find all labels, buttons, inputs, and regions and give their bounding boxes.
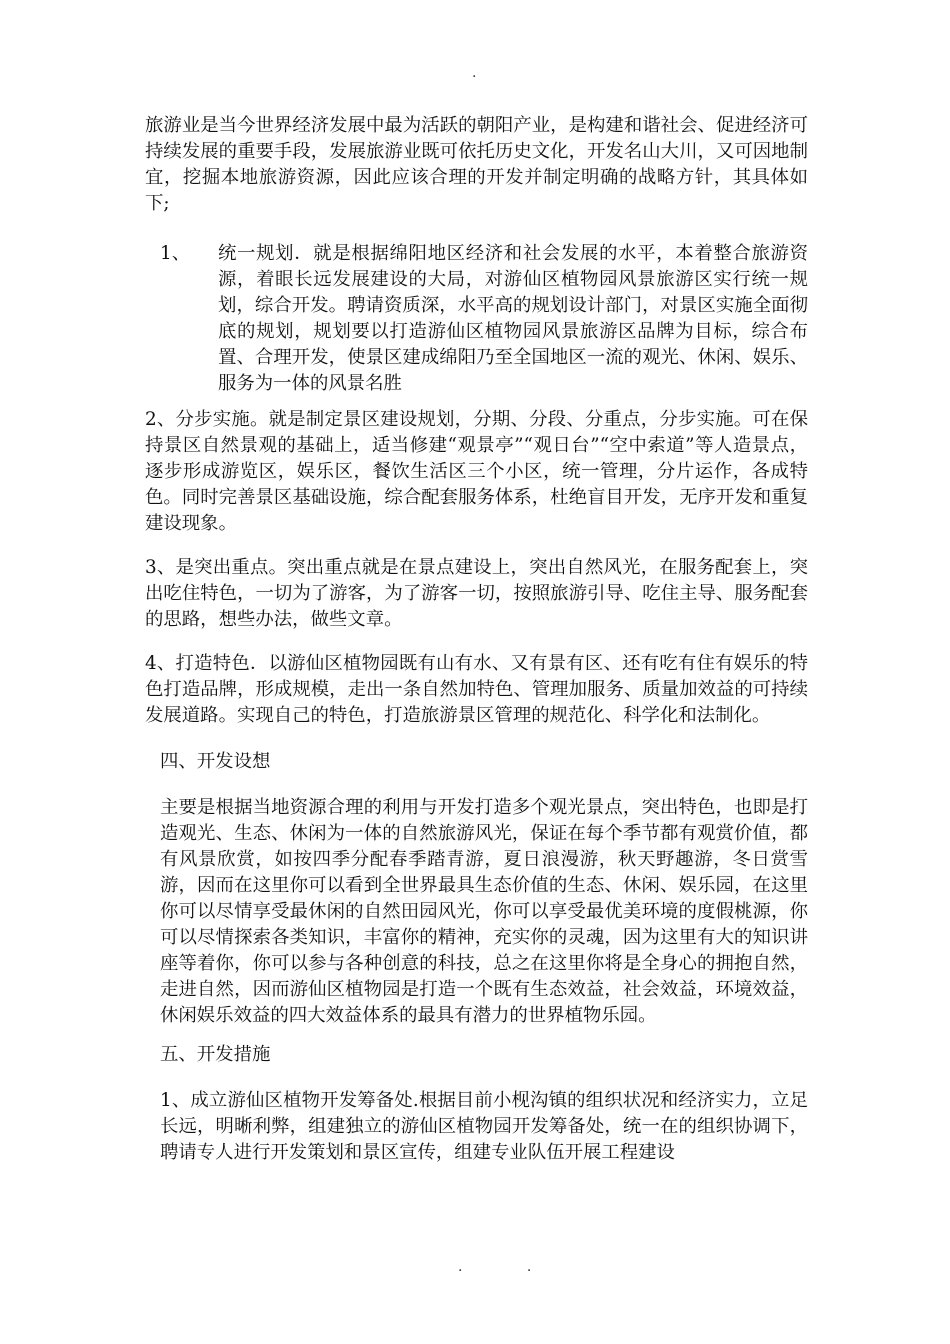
item-1-number: 1、: [160, 243, 191, 264]
measure-1-paragraph: 1、成立游仙区植物开发筹备处.根据目前小枧沟镇的组织状况和经济实力，立足长远，明晰利弊，组建独立的游仙区植物园开发筹备处，统一在的组织协调下，聘请专人进行开发策划和景区宣传，组建专业队伍开展工程建设: [160, 1090, 808, 1163]
intro-paragraph: 旅游业是当今世界经济发展中最为活跃的朝阳产业，是构建和谐社会、促进经济可持续发展的重要手段，发展旅游业既可依托历史文化，开发名山大川，又可因地制宜，挖掘本地旅游资源，因此应该合理的开发并制定明确的战略方针，其具体如下;: [145, 115, 808, 214]
footer-mark: . .: [458, 1259, 562, 1275]
item-2-paragraph: 2、分步实施。就是制定景区建设规划，分期、分段、分重点，分步实施。可在保持景区自然景观的基础上，适当修建“观景亭”“观日台”“空中索道”等人造景点，逐步形成游览区，娱乐区，餐饮生活区三个小区，统一管理，分片运作，各成特色。同时完善景区基础设施，综合配套服务体系，杜绝盲目开发，无序开发和重复建设现象。: [145, 409, 808, 534]
section-heading-development-measures: 五、开发措施: [160, 1044, 271, 1065]
development-paragraph: 主要是根据当地资源合理的利用与开发打造多个观光景点，突出特色，也即是打造观光、生态、休闲为一体的自然旅游风光，保证在每个季节都有观赏价值，都有风景欣赏，如按四季分配春季踏青游，夏日浪漫游，秋天野趣游，冬日赏雪游，因而在这里你可以看到全世界最具生态价值的生态、休闲、娱乐园，在这里你可以尽情享受最休闲的自然田园风光，你可以享受最优美环境的度假桃源，你可以尽情探索各类知识，丰富你的精神，充实你的灵魂，因为这里有大的知识讲座等着你，你可以参与各种创意的科技，总之在这里你将是全身心的拥抱自然，走进自然，因而游仙区植物园是打造一个既有生态效益，社会效益，环境效益，休闲娱乐效益的四大效益体系的最具有潜力的世界植物乐园。: [160, 797, 808, 1026]
section-heading-development-plan: 四、开发设想: [160, 751, 271, 772]
item-3-paragraph: 3、是突出重点。突出重点就是在景点建设上，突出自然风光，在服务配套上，突出吃住特色，一切为了游客，为了游客一切，按照旅游引导、吃住主导、服务配套的思路，想些办法，做些文章。: [145, 557, 808, 630]
item-4-paragraph: 4、打造特色．以游仙区植物园既有山有水、又有景有区、还有吃有住有娱乐的特色打造品牌，形成规模，走出一条自然加特色、管理加服务、质量加效益的可持续发展道路。实现自己的特色，打造旅游景区管理的规范化、科学化和法制化。: [145, 653, 808, 726]
header-mark: .: [472, 65, 477, 81]
item-1-paragraph: 统一规划．就是根据绵阳地区经济和社会发展的水平，本着整合旅游资源，着眼长远发展建设的大局，对游仙区植物园风景旅游区实行统一规划，综合开发。聘请资质深，水平高的规划设计部门，对景区实施全面彻底的规划，规划要以打造游仙区植物园风景旅游区品牌为目标，综合布置、合理开发，使景区建成绵阳乃至全国地区一流的观光、休闲、娱乐、服务为一体的风景名胜: [218, 243, 808, 394]
